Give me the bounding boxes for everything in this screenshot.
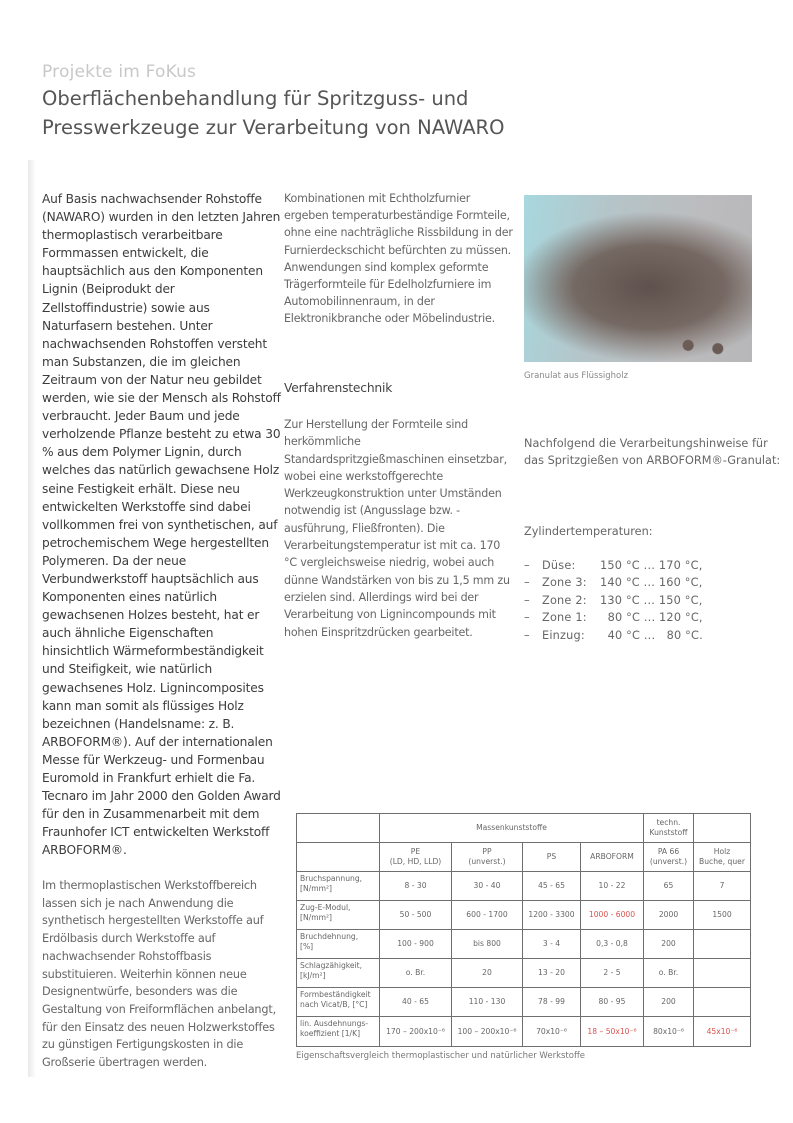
- row-label: Bruchdehnung, [%]: [297, 930, 380, 959]
- section-kicker: Projekte im FoKus: [42, 62, 197, 82]
- section-heading: Verfahrenstechnik: [284, 381, 393, 395]
- column-header: PA 66 (unverst.): [644, 843, 694, 872]
- column-3: [524, 435, 784, 642]
- column-1-lower: [42, 877, 287, 1072]
- row-label: Bruchspannung, [N/mm²]: [297, 872, 380, 901]
- table-header-row: [297, 843, 751, 872]
- row-label: Formbeständigkeit nach Vicat/B, [°C]: [297, 988, 380, 1017]
- table-row: Schlagzähigkeit, [kJ/m²] o. Br. 20 13 - 20 2 - 5 o. Br.: [297, 959, 751, 988]
- list-item: – Zone 1: 80 °C ... 120 °C,: [524, 611, 703, 625]
- column-header: PP (unverst.): [452, 843, 523, 872]
- column-header: PS: [523, 843, 581, 872]
- table-row: Formbeständigkeit nach Vicat/B, [°C] 40 - 65 110 - 130 78 - 99 80 - 95 200: [297, 988, 751, 1017]
- table-row: Bruchdehnung, [%] 100 - 900 bis 800 3 - 4 0,3 - 0,8 200: [297, 930, 751, 959]
- page-edge-shadow: [28, 160, 36, 1077]
- body-paragraph: Im thermoplastischen Werkstoffbereich lassen sich je nach Anwendung die synthetisch hergestellten Werkstoffe auf Erdölbasis durch Werkstoffe auf nachwachsender Rohstoffbasis substituieren. Weiterhin können neue Designentwürfe, besonders was die Gestaltung von Freiformflächen anbelangt, für den Einsatz des neuen Holzwerkstoffes zu günstigen Fertigungskosten in die Großserie übertragen werden.: [42, 879, 276, 1070]
- column-2-lower: [284, 416, 516, 641]
- list-item: – Zone 2: 130 °C ... 150 °C,: [524, 593, 703, 607]
- row-label: Zug-E-Modul, [N/mm²]: [297, 901, 380, 930]
- title-line-2: Presswerkzeuge zur Verarbeitung von NAWARO: [42, 116, 505, 139]
- intro-paragraph: Nachfolgend die Verarbeitungshinweise für das Spritzgießen von ARBOFORM®-Granulat:: [524, 437, 781, 468]
- page-title: [42, 84, 504, 142]
- body-paragraph: Zur Herstellung der Formteile sind herkömmliche Standardspritzgießmaschinen einsetzbar, wobei eine werkstoffgerechte Werkzeugkonstruktion unter Umständen notwendig ist (Angusslage bzw. -ausführung, Fließfronten). Die Verarbeitungstemperatur ist mit ca. 170 °C vergleichsweise niedrig, wobei auch dünne Wandstärken von bis zu 1,5 mm zu erzielen sind. Allerdings wird bei der Verarbeitung von Lignincompounds mit hohen Einspritzdrücken gearbeitet.: [284, 418, 510, 639]
- list-item: – Einzug: 40 °C ... 80 °C.: [524, 628, 703, 642]
- column-header: PE (LD, HD, LLD): [380, 843, 452, 872]
- list-item: – Düse: 150 °C ... 170 °C,: [524, 559, 703, 572]
- group-header-techn: techn. Kunststoff: [644, 814, 694, 843]
- column-header: Holz Buche, quer: [694, 843, 751, 872]
- highlighted-cell: 18 – 50x10⁻⁶: [581, 1017, 644, 1047]
- table-caption: Eigenschaftsvergleich thermoplastischer und natürlicher Werkstoffe: [296, 1051, 586, 1061]
- granulate-photo: [524, 195, 752, 362]
- column-1: [42, 190, 282, 859]
- body-paragraph: Kombinationen mit Echtholzfurnier ergeben temperaturbeständige Formteile, ohne eine nachträgliche Rissbildung in der Furnierdeckschicht befürchten zu müssen. Anwendungen sind komplex geformte Trägerformteile für Edelholzfurniere im Automobilinnenraum, in der Elektronikbranche oder Möbelindustrie.: [284, 192, 513, 326]
- temperature-list: [524, 557, 784, 644]
- list-item: – Zone 3: 140 °C ... 160 °C,: [524, 576, 703, 590]
- highlighted-cell: 45x10⁻⁶: [694, 1017, 751, 1047]
- title-line-1: Oberflächenbehandlung für Spritzguss- und: [42, 87, 469, 110]
- row-label: Schlagzähigkeit, [kJ/m²]: [297, 959, 380, 988]
- table-row: Bruchspannung, [N/mm²] 8 - 30 30 - 40 45 - 65 10 - 22 65 7: [297, 872, 751, 901]
- table-row: lin. Ausdehnungs- koeffizient [1/K] 170 – 200x10⁻⁶ 100 – 200x10⁻⁶ 70x10⁻⁶ 18 – 50x10⁻⁶ 80x10⁻⁶ 45x10⁻⁶: [297, 1017, 751, 1047]
- column-2: [284, 190, 516, 328]
- body-paragraph: Auf Basis nachwachsender Rohstoffe (NAWARO) wurden in den letzten Jahren thermoplastisch verarbeitbare Formmassen entwickelt, die hauptsächlich aus den Komponenten Lignin (Beiprodukt der Zellstoffindustrie) sowie aus Naturfasern bestehen. Unter nachwachsenden Rohstoffen versteht man Substanzen, die im gleichen Zeitraum von der Natur neu gebildet werden, wie sie der Mensch als Rohstoff verbraucht. Jeder Baum und jede verholzende Pflanze besteht zu etwa 30 % aus dem Polymer Lignin, durch welches das natürlich gewachsene Holz seine Festigkeit erhält. Diese neu entwickelten Werkstoffe sind dabei vollkommen frei von synthetischen, auf petrochemischem Wege hergestellten Polymeren. Da der neue Verbundwerkstoff hauptsächlich aus Komponenten eines natürlich gewachsenen Holzes besteht, hat er auch ähnliche Eigenschaften hinsichtlich Wärmeformbeständigkeit und Steifigkeit, wie natürlich gewachsenes Holz. Lignincomposites kann man somit als flüssiges Holz bezeichnen (Handelsname: z. B. ARBOFORM®). Auf der internationalen Messe für Werkzeug- und Formenbau Euromold in Frankfurt erhielt die Fa. Tecnaro im Jahr 2000 den Golden Award für den in Zusammenarbeit mit dem Fraunhofer ICT entwickelten Werkstoff ARBOFORM®.: [42, 192, 281, 858]
- row-label: lin. Ausdehnungs- koeffizient [1/K]: [297, 1017, 380, 1047]
- image-caption: Granulat aus Flüssigholz: [524, 371, 629, 381]
- properties-table: [296, 813, 751, 1047]
- table-row: Zug-E-Modul, [N/mm²] 50 - 500 600 - 1700 1200 - 3300 1000 - 6000 2000 1500: [297, 901, 751, 930]
- column-header: ARBOFORM: [581, 843, 644, 872]
- highlighted-cell: 1000 - 6000: [581, 901, 644, 930]
- temperature-heading: Zylindertemperaturen:: [524, 525, 653, 538]
- group-header-massen: Massenkunststoffe: [380, 814, 644, 843]
- table-group-row: [297, 814, 751, 843]
